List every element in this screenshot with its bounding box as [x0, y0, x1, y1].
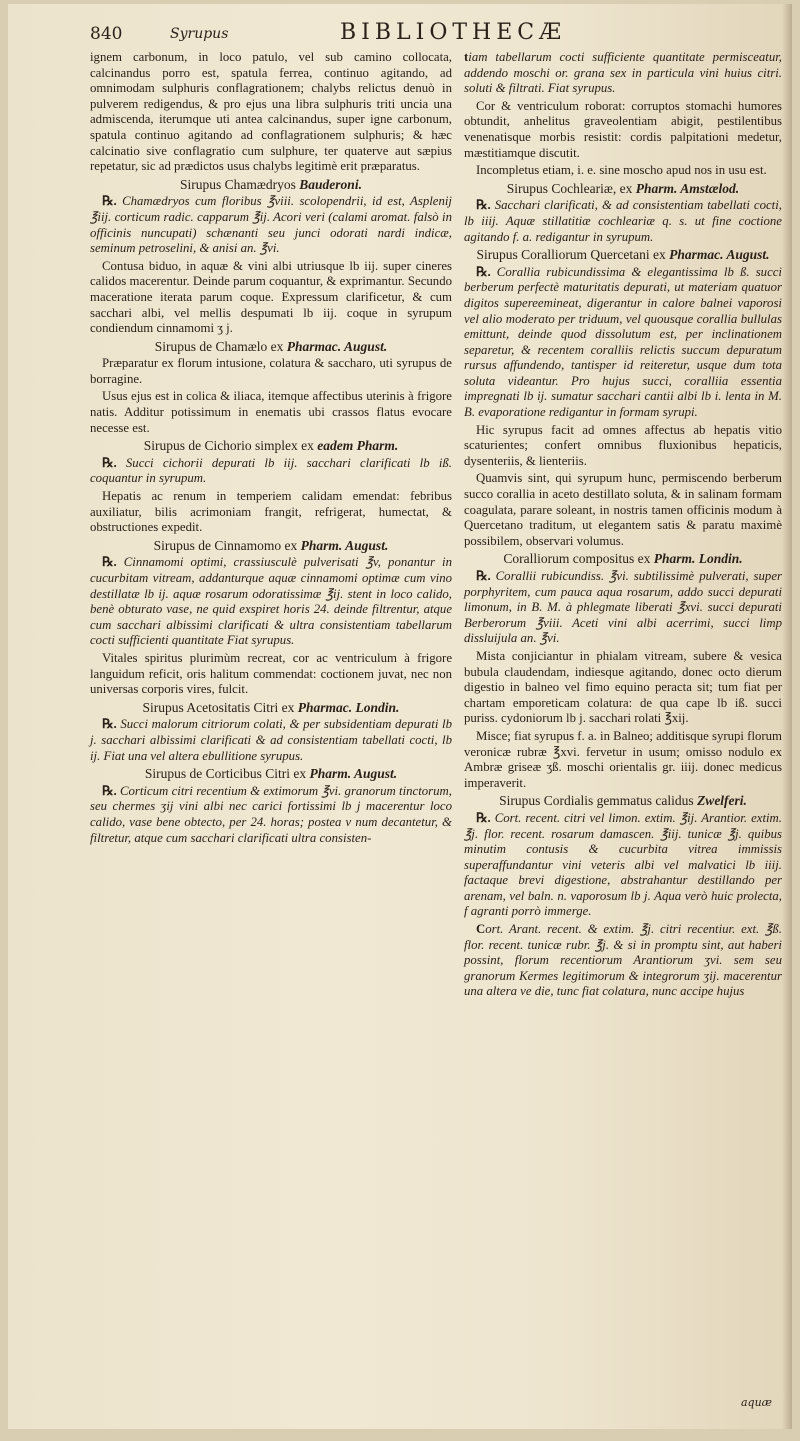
- paragraph: Cor & ventriculum roborat: corruptos stomachi humores obtundit, anhelitus graveolentiam abigit, pestilentibus venenatisque morbis resistit: cordis palpitationi medetur, mæstitiamque discutit.: [464, 98, 782, 160]
- paragraph: ignem carbonum, in loco patulo, vel sub camino collocata, calcinandus porro est, spatula ferrea, continuo agitando, ad omnimodam sulphuris conflagrationem; chalybs relictus denuò in pulverem redigendus, & pro ejus una libra sulphuris triti uncia una admiscenda, iterumque uti antea calcinandus, super igne carbonum, spatula continuo agitando ad conflagrationem sulphuris; & hæc calcinatio sive conflagratio cum sulphure, ter quaterve aut sæpius repetatur, sic ad prædictos usus chalybs legitimè erit præparatus.: [90, 50, 452, 174]
- recipe: ℞. Cinnamomi optimi, crassiusculè pulverisati ℥v, ponantur in cucurbitam vitream, addanturque aquæ cinnamomi optimæ cum vino destillatæ lb ij. aquæ rosarum odoratissimæ ℥ij. stent in loco calido, benè obturato vase, ne quid exspiret horis 24. deinde filtrentur, atque cum sacchari albissimi clarificati & ultra consistentiam tabellarum cocti sufficienti quantitate Fiat syrupus.: [90, 555, 452, 648]
- running-title: Syrupus: [170, 26, 229, 42]
- paragraph: Incompletus etiam, i. e. sine moscho apud nos in usu est.: [476, 163, 767, 178]
- recipe: Cort. Arant. recent. & extim. ℥j. citri recentiur. ext. ℥ß. flor. recent. tunicæ rubr. ℥j. & si in promptu sint, aut haberi possint, florum recentiorum Arantiorum ʒvi. sem seu granorum Kermes legitimorum & integrorum ʒij. macerentur una altera ve die, tunc fiat colatura, nunc accipe hujus: [464, 922, 782, 999]
- section-heading: Sirupus de Cinnamomo ex Pharm. August.: [153, 537, 389, 553]
- main-title: BIBLIOTHECÆ: [340, 20, 567, 45]
- paragraph: Contusa biduo, in aquæ & vini albi utriusque lb iij. super cineres calidos macerentur. Deinde parum coquantur, & exprimantur. Secundo maceratione iterata parum coque. Expressum clarificetur, & cum sacchari albi, vel mellis despumati lb iij. coque in syrupum condiendum cinnamomi ʒ j.: [90, 258, 452, 336]
- section-heading: Sirupus Acetositatis Citri ex Pharmac. Londin.: [142, 699, 400, 715]
- paragraph: Hic syrupus facit ad omnes affectus ab hepatis vitio scaturientes; confert omnibus fluxionibus hepaticis, dysenteriis, & lienteriis.: [464, 422, 782, 468]
- recipe: ℞. Corallia rubicundissima & elegantissima lb ß. succi berberum perfectè maturitatis depurati, ut materiam quatuor digitos supereemineat, digerantur in calore balnei vaporosi vel alio moderato per triduum, vel quousque corallia bullulas emittunt, deinde quod dissolutum est, per inclinationem separetur, & recentem coralliis relictis succum depuratum rursus affundendo, tantisper id reiteretur, usque dum tota soluta videantur. Pro hujus succi, coralliia essentia impregnati lb ij. sumatur sacchari cantii albi lb i. lenta in M. B. evaporatione redigantur in formam syrupi.: [464, 264, 782, 420]
- paragraph: Misce; fiat syrupus f. a. in Balneo; additisque syrupi florum veronicæ rubræ ℥xvi. fervetur in usum; omisso nodulo ex Ambræ griseæ ʒß. moschi orientalis gr. iiij. donec medicus imperaverit.: [464, 728, 783, 790]
- left-column: [90, 50, 452, 848]
- section-heading: Sirupus de Chamælo ex Pharmac. August.: [154, 338, 388, 354]
- section-heading: Sirupus Cordialis gemmatus calidus Zwelferi.: [499, 793, 747, 809]
- section-heading: Sirupus de Cichorio simplex ex eadem Pharm.: [143, 438, 399, 454]
- right-column: [464, 50, 782, 1002]
- paragraph: Mista conjiciantur in phialam vitream, subere & vesica bubula claudendam, indiesque agitando, donec octo dierum digestio in balneo vel fimo equino peracta sit; tum fiat per chartam emporeticam colatura: de qua cape lb iß. succi puriss. cydoniorum lb j. sacchari rolati ℥xij.: [464, 648, 782, 726]
- section-heading: Sirupus Coralliorum Quercetani ex Pharmac. August.: [476, 247, 770, 263]
- paragraph: Hepatis ac renum in temperiem calidam emendat: febribus auxiliatur, bilis acrimoniam frangit, refrigerat, humectat, & obstructiones expedit.: [90, 489, 452, 535]
- recipe: ℞. Succi cichorii depurati lb iij. sacchari clarificati lb iß. coquantur in syrupum.: [90, 455, 452, 486]
- paragraph: Quamvis sint, qui syrupum hunc, permiscendo berberum succo corallia in aceto destillato soluta, & in salinam formam coagulata, parare soleant, in nostris tamen officinis modum à Quercetano traditum, ut elegantem satis & paratu maximè possibilem, observari volumus.: [464, 471, 782, 548]
- recipe-continuation: tiam tabellarum cocti sufficiente quantitate permisceatur, addendo moschi or. grana sex in particula vini huius citri. soluti & filtrati. Fiat syrupus.: [464, 50, 782, 96]
- recipe: ℞. Sacchari clarificati, & ad consistentiam tabellati cocti, lb iiij. Aquæ stillatitiæ cochleariæ q. s. ut fine coctione agitando f. a. redigantur in syrupum.: [464, 198, 782, 244]
- paragraph: Vitales spiritus plurimùm recreat, cor ac ventriculum à frigore languidum reficit, oris halitum commendat: coctionem juvat, nec non universas corporis vires, fulcit.: [90, 650, 452, 697]
- catchword: aquæ: [741, 1396, 773, 1409]
- recipe: ℞. Corallii rubicundiss. ℥vi. subtilissimè pulverati, super porphyritem, cum pauca aqua rosarum, addo succi depurati limonum, in B. M. à phlegmate liberati ℥xvi. succi depurati Berberorum ℥viii. Aceti vini albi acerrimi, succi limp dissluijula an. ℥vi.: [464, 569, 782, 646]
- page-gutter-shadow: [782, 4, 792, 1429]
- section-heading: Sirupus Cochleariæ, ex Pharm. Amstælod.: [506, 180, 740, 196]
- book-page: [8, 4, 792, 1429]
- paragraph: Præparatur ex florum intusione, colatura & saccharo, uti syrupus de borragine.: [90, 356, 452, 386]
- page-header: [90, 18, 780, 48]
- page-number: 840: [90, 24, 123, 44]
- section-heading: Sirupus Chamædryos Bauderoni.: [180, 176, 362, 192]
- paragraph: Usus ejus est in colica & iliaca, itemque affectibus uterinis à frigore natis. Additur potissimum in enematis ubi crassos flatus evocare necesse est.: [90, 389, 452, 435]
- recipe: ℞. Succi malorum citriorum colati, & per subsidentiam depurati lb j. sacchari albissimi clarificati & ad consistentiam tabellati cocti, lb ij. Fiat una vel altera ebullitione syrupus.: [90, 717, 452, 763]
- recipe: ℞. Cort. recent. citri vel limon. extim. ℥ij. Arantior. extim. ℥j. flor. recent. rosarum damascen. ℥iij. tunicæ ℥j. quibus minutim contusis & cucurbita vitrea immissis superaffundantur vini veteris albi vel malvatici lb iiij. factaque brevi digestione, abstrahantur destillando per arenam, vel baln. n. vaporosum lb j. Aqua verò huic prolecta, f agranti porrò immerge.: [464, 810, 782, 919]
- section-heading: Sirupus de Corticibus Citri ex Pharm. August.: [144, 766, 398, 782]
- section-heading: Coralliorum compositus ex Pharm. Londin.: [503, 551, 743, 567]
- recipe: ℞. Chamædryos cum floribus ℥viii. scolopendrii, id est, Asplenij ℥iij. corticum radic. capparum ℥ij. Acori veri (calami aromat. falsò in officinis nuncupati) schænanti seu junci odorati nardi indicæ, seminum petroselini, & anisi an. ℥vi.: [90, 194, 452, 256]
- recipe: ℞. Corticum citri recentium & extimorum ℥vi. granorum tinctorum, seu chermes ʒij vini albi nec carici fortissimi lb j macerentur loco calido, vase bene obtecto, per 24. horas; postea v num decantetur, & filtretur, atque cum sacchari clarificati ultra consisten-: [90, 783, 452, 845]
